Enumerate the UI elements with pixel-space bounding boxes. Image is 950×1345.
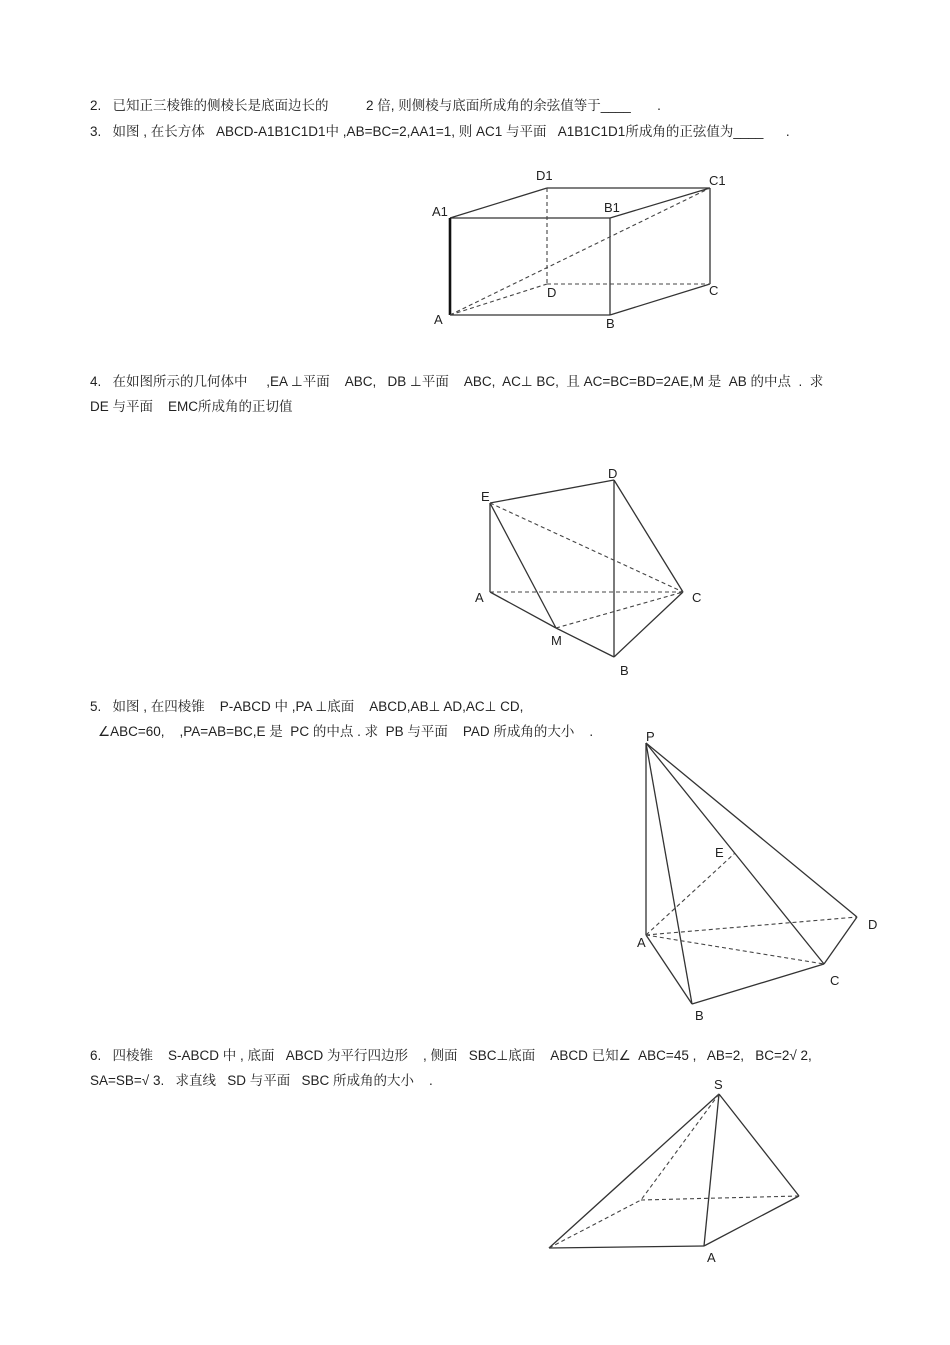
problem-5-text-line2: ∠ABC=60, ,PA=AB=BC,E 是 PC 的中点 . 求 PB 与平面 PAD 所成角的大小 . — [98, 724, 594, 739]
label-A: A — [434, 312, 443, 327]
label-C: C — [709, 283, 719, 298]
label-C: C — [692, 590, 702, 605]
label-A: A — [475, 590, 484, 605]
label-B1: B1 — [604, 200, 620, 215]
problem-3-text: 3. 如图 , 在长方体 ABCD-A1B1C1D1中 ,AB=BC=2,AA1=1, 则 AC1 与平面 A1B1C1D1所成角的正弦值为____ . — [90, 124, 790, 139]
problem-6-text-line1: 6. 四棱锥 S-ABCD 中 , 底面 ABCD 为平行四边形 , 侧面 SBC⊥底面 ABCD 已知∠ ABC=45 , AB=2, BC=2√ 2, — [90, 1048, 812, 1063]
problem-5-text-line1: 5. 如图 , 在四棱锥 P-ABCD 中 ,PA ⊥底面 ABCD,AB⊥ AD,AC⊥ CD, — [90, 699, 524, 714]
problem-2-text: 2. 已知正三棱锥的侧棱长是底面边长的 2 倍, 则侧棱与底面所成角的余弦值等于____ . — [90, 98, 661, 113]
cuboid-figure — [420, 160, 740, 340]
label-C: C — [830, 973, 840, 988]
label-B: B — [695, 1008, 704, 1023]
label-D: D — [547, 285, 557, 300]
label-C1: C1 — [709, 173, 726, 188]
label-E: E — [715, 845, 724, 860]
label-A: A — [707, 1250, 716, 1265]
label-D1: D1 — [536, 168, 553, 183]
label-B: B — [620, 663, 629, 678]
label-M: M — [551, 633, 562, 648]
pyramid-pabcd-figure — [625, 725, 895, 1025]
label-B: B — [606, 316, 615, 331]
pyramid-sabcd-figure — [540, 1070, 820, 1270]
label-A1: A1 — [432, 204, 448, 219]
label-E: E — [481, 489, 490, 504]
problem-4-text-line2: DE 与平面 EMC所成角的正切值 — [90, 399, 293, 414]
label-S: S — [714, 1077, 723, 1092]
polyhedron-figure — [470, 460, 720, 690]
label-D: D — [608, 466, 618, 481]
problem-6-text-line2: SA=SB=√ 3. 求直线 SD 与平面 SBC 所成角的大小 . — [90, 1073, 433, 1088]
label-P: P — [646, 729, 655, 744]
problem-4-text-line1: 4. 在如图所示的几何体中 ,EA ⊥平面 ABC, DB ⊥平面 ABC, AC⊥ BC, 且 AC=BC=BD=2AE,M 是 AB 的中点 . 求 — [90, 374, 824, 389]
label-A: A — [637, 935, 646, 950]
label-D: D — [868, 917, 878, 932]
